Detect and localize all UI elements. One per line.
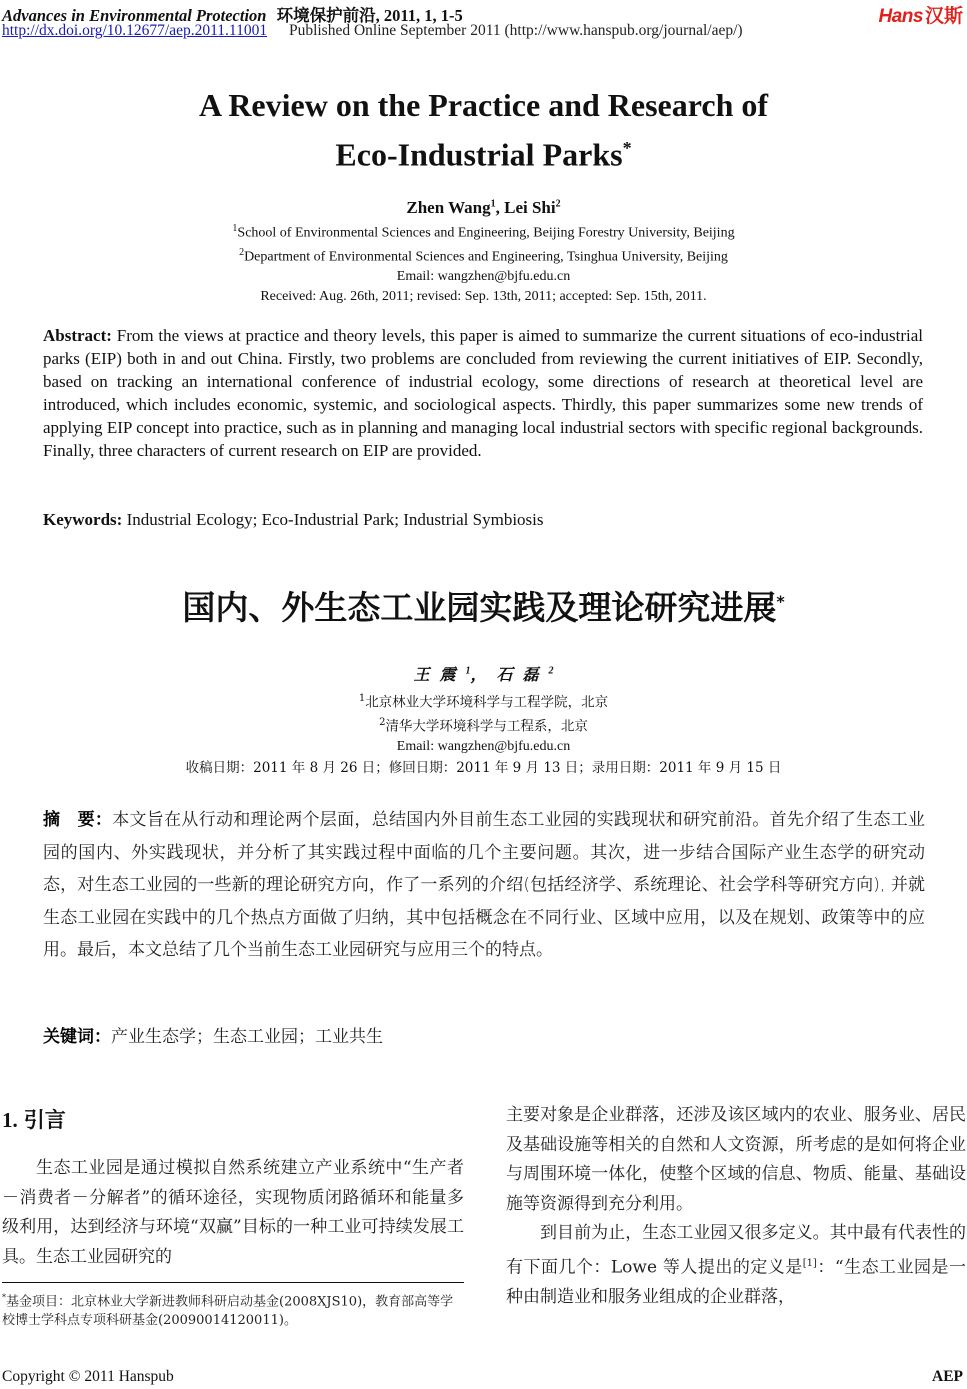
journal-name-en: Advances in Environmental Protection	[2, 6, 267, 25]
logo-cn: 汉斯	[924, 5, 963, 27]
abstract-cn-text: 本文旨在从行动和理论两个层面，总结国内外目前生态工业园的实践现状和研究前沿。首先介绍了生态工业园的国内、外实践现状，并分析了其实践过程中面临的几个主要问题。其次，进一步结合国际产业生态学的研究动态，对生态工业园的一些新的理论研究方向，作了一系列的介绍(包括经济学、系统理论、社会学科等研究方向), 并就生态工业园在实践中的几个热点方面做了归纳，其中包括概念在不同行业、区域中应用，以及在规划、政策等中的应用。最后，本文总结了几个当前生态工业园研究与应用三个的特点。	[43, 810, 926, 960]
abstract-en	[43, 324, 923, 462]
affiliation-cn	[0, 689, 967, 713]
authors-en	[0, 198, 967, 218]
paragraph-text: 到目前为止，生态工业园又很多定义。其中最有代表性的有下面几个：Lowe 等人提出的定义是	[506, 1223, 966, 1278]
affiliation-en	[0, 219, 967, 243]
author-separator: ，	[470, 667, 497, 684]
body-paragraph	[506, 1219, 966, 1312]
affiliation-sup: 1	[358, 693, 366, 704]
citation-ref[interactable]: [1]	[802, 1257, 817, 1269]
keywords-cn-label: 关键词：	[43, 1027, 111, 1047]
affiliation-text: Department of Environmental Sciences and Engineering, Tsinghua University, Beijing	[244, 249, 728, 265]
section-number: 1.	[2, 1108, 18, 1132]
doi-link[interactable]: http://dx.doi.org/10.12677/aep.2011.11001	[2, 22, 268, 39]
title-cn-footnote-marker: *	[776, 592, 785, 611]
affiliation-en	[0, 243, 967, 267]
section-heading	[2, 1104, 66, 1134]
published-info: Published Online September 2011 (http://www.hanspub.org/journal/aep/)	[288, 22, 743, 39]
logo-latin: Hans	[878, 6, 923, 27]
affiliation-sup: 2	[379, 717, 386, 728]
author-name-cn: 王震	[413, 667, 466, 684]
affiliation-sup: 1	[490, 198, 496, 210]
affiliations-cn	[0, 689, 967, 778]
body-paragraph: 生态工业园是通过模拟自然系统建立产业系统中“生产者－消费者－分解者”的循环途径，实现物质闭路循环和能量多级利用，达到经济与环境“双赢”目标的一种工业可持续发展工具。生态工业园研究的	[2, 1158, 464, 1267]
author-name-cn: 石磊	[496, 667, 549, 684]
footnote-divider	[2, 1282, 464, 1283]
copyright: Copyright © 2011 Hanspub	[2, 1368, 174, 1385]
affiliations-en	[0, 219, 967, 306]
affiliation-sup: 1	[232, 223, 238, 234]
publisher-logo	[879, 1, 963, 28]
affiliation-sup: 2	[239, 247, 245, 259]
title-en-line2: Eco-Industrial Parks	[335, 136, 623, 173]
section-title: 引言	[23, 1108, 66, 1132]
dates-en: Received: Aug. 26th, 2011; revised: Sep. 13th, 2011; accepted: Sep. 15th, 2011.	[260, 288, 707, 304]
body-column-left	[2, 1154, 464, 1272]
keywords-label: Keywords:	[43, 510, 123, 529]
footnote-text: 基金项目：北京林业大学新进教师科研启动基金(2008XJS10)，教育部高等学校博士学科点专项科研基金(20090014120011)。	[2, 1294, 454, 1329]
affiliation-text: 清华大学环境科学与工程系，北京	[385, 718, 588, 735]
author-name: Lei Shi	[504, 198, 556, 217]
title-cn	[0, 582, 967, 629]
dates-cn: 收稿日期：2011 年 8 月 26 日；修回日期：2011 年 9 月 13 日；录用日期：2011 年 9 月 15 日	[185, 759, 782, 776]
email-en: Email: wangzhen@bjfu.edu.cn	[396, 269, 571, 285]
journal-abbreviation: AEP	[932, 1368, 963, 1385]
author-separator: ,	[495, 198, 505, 217]
authors-cn	[0, 662, 967, 685]
volume-info: , 2011, 1, 1-5	[375, 6, 463, 25]
abstract-label: Abstract:	[43, 326, 112, 345]
title-en-line1: A Review on the Practice and Research of	[198, 87, 769, 123]
title-en	[0, 84, 967, 177]
affiliation-text: School of Environmental Sciences and Engineering, Beijing Forestry University, Beijing	[237, 225, 735, 241]
keywords-text: Industrial Ecology; Eco-Industrial Park; Industrial Symbiosis	[126, 510, 544, 529]
affiliation-sup: 2	[555, 198, 561, 210]
affiliation-sup: 2	[548, 665, 554, 677]
title-cn-text: 国内、外生态工业园实践及理论研究进展	[182, 588, 777, 627]
body-column-right	[506, 1101, 966, 1312]
abstract-cn-label: 摘 要：	[43, 810, 113, 830]
body-paragraph: 主要对象是企业群落，还涉及该区域内的农业、服务业、居民及基础设施等相关的自然和人文资源，所考虑的是如何将企业与周围环境一体化，使整个区域的信息、物质、能量、基础设施等资源得到充分利用。	[506, 1105, 966, 1214]
abstract-cn	[43, 804, 925, 967]
keywords-cn	[43, 1022, 383, 1047]
footnote-marker: *	[2, 1293, 6, 1302]
keywords-en	[43, 510, 544, 530]
affiliation-text: 北京林业大学环境科学与工程学院，北京	[365, 694, 609, 711]
author-name: Zhen Wang	[406, 198, 491, 217]
journal-name-cn: 环境保护前沿	[276, 6, 376, 25]
title-footnote-marker: *	[622, 138, 632, 158]
paragraph-text: ：“生态工业园是一种由制造业和服务业组成的企业群落，	[506, 1257, 966, 1307]
keywords-cn-text: 产业生态学；生态工业园；工业共生	[111, 1027, 383, 1047]
running-header-doi	[2, 22, 743, 40]
affiliation-cn	[0, 713, 967, 737]
affiliation-sup: 1	[465, 665, 471, 677]
email-cn: Email: wangzhen@bjfu.edu.cn	[396, 739, 571, 754]
abstract-text: From the views at practice and theory levels, this paper is aimed to summarize the current situations of eco-industrial parks (EIP) both in and out China. Firstly, two problems are concluded from reviewing the current initiatives of EIP. Secondly, based on tracking an international conference of industrial ecology, some directions of research at theoretical level are introduced, which includes economic, systemic, and sociological aspects. Thirdly, this paper summarizes some new trends of applying EIP concept into practice, such as in planning and managing local industrial sectors with specific regional backgrounds. Finally, three characters of current research on EIP are provided.	[43, 326, 924, 460]
footnote	[2, 1288, 464, 1330]
